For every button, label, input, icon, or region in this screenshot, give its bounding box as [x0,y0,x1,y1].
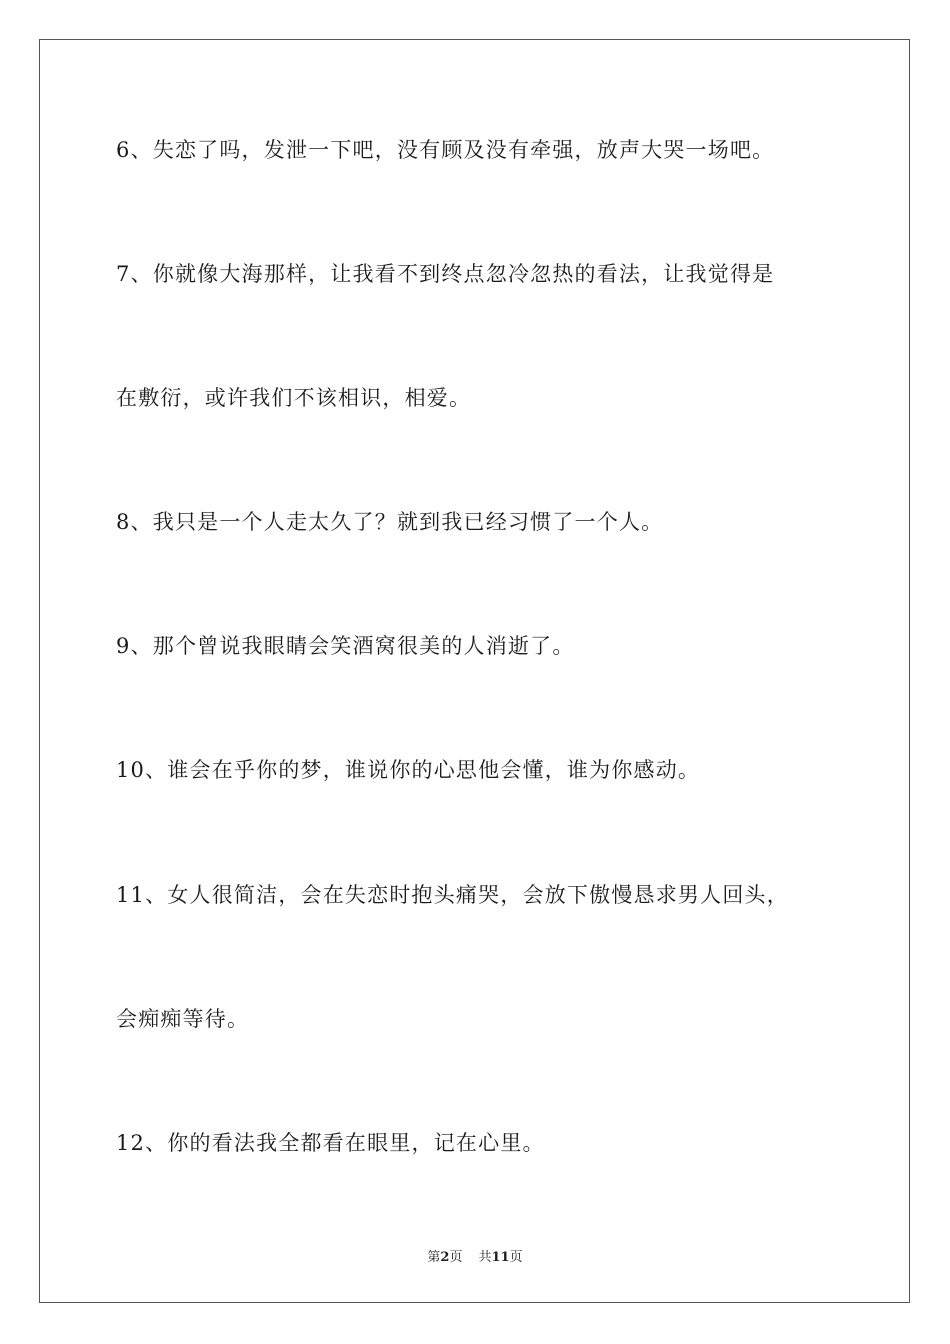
text-line: 11、女人很简洁，会在失恋时抱头痛哭，会放下傲慢恳求男人回头， [116,883,789,907]
page-footer [0,1246,950,1265]
page-number: 2 [440,1250,450,1265]
total-suffix: 页 [509,1250,523,1265]
total-prefix: 共 [478,1250,492,1265]
page-suffix: 页 [449,1250,463,1265]
text-line: 会痴痴等待。 [116,1007,250,1031]
text-line: 在敷衍，或许我们不该相识，相爱。 [116,386,472,410]
text-line: 10、谁会在乎你的梦，谁说你的心思他会懂，谁为你感动。 [116,758,701,782]
text-line: 12、你的看法我全都看在眼里，记在心里。 [116,1131,545,1155]
text-line: 8、我只是一个人走太久了？就到我已经习惯了一个人。 [116,510,664,534]
text-line: 6、失恋了吗，发泄一下吧，没有顾及没有牵强，放声大哭一场吧。 [116,138,775,162]
page-prefix: 第 [427,1250,441,1265]
page-frame [39,39,910,1303]
total-pages: 11 [491,1250,510,1265]
text-line: 9、那个曾说我眼睛会笑酒窝很美的人消逝了。 [116,634,575,658]
text-line: 7、你就像大海那样，让我看不到终点忽冷忽热的看法，让我觉得是 [116,262,775,286]
